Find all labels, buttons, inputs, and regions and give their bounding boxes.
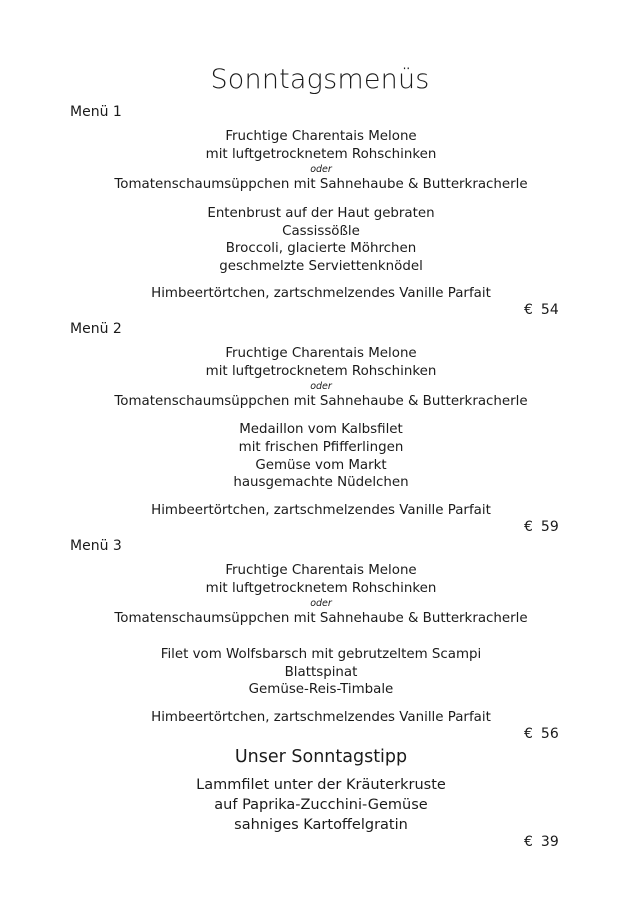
tip-line-3: sahniges Kartoffelgratin xyxy=(234,817,408,833)
menu-3-soup: Tomatenschaumsüppchen mit Sahnehaube & Butterkracherle xyxy=(114,611,528,626)
menu-2-starter-line-2: mit luftgetrocknetem Rohschinken xyxy=(205,364,437,379)
tip-price xyxy=(524,834,559,850)
menu-1-main-line-4: geschmelzte Serviettenknödel xyxy=(219,259,423,274)
menu-3-starter-line-1: Fruchtige Charentais Melone xyxy=(225,563,417,578)
menu-3-label: Menü 3 xyxy=(70,538,122,554)
currency-symbol: € xyxy=(524,519,533,535)
menu-3-main-line-2: Blattspinat xyxy=(284,665,358,680)
menu-2-soup: Tomatenschaumsüppchen mit Sahnehaube & Butterkracherle xyxy=(114,394,528,409)
menu-1-main-line-2: Cassissößle xyxy=(282,224,360,239)
menu-3-dessert: Himbeertörtchen, zartschmelzendes Vanille Parfait xyxy=(151,710,491,725)
menu-3-price xyxy=(524,726,559,742)
tip-line-1: Lammfilet unter der Kräuterkruste xyxy=(196,777,446,793)
menu-2-main-line-1: Medaillon vom Kalbsfilet xyxy=(239,422,403,437)
tip-price-value: 39 xyxy=(540,834,559,850)
menu-2-main-line-3: Gemüse vom Markt xyxy=(255,458,387,473)
menu-1-price xyxy=(524,302,559,318)
menu-1-label: Menü 1 xyxy=(70,104,122,120)
menu-1-starter-line-2: mit luftgetrocknetem Rohschinken xyxy=(205,147,437,162)
menu-1-dessert: Himbeertörtchen, zartschmelzendes Vanille Parfait xyxy=(151,286,491,301)
menu-3-price-value: 56 xyxy=(540,726,559,742)
menu-1-or: oder xyxy=(310,164,332,175)
menu-1-starter-line-1: Fruchtige Charentais Melone xyxy=(225,129,417,144)
menu-1-price-value: 54 xyxy=(540,302,559,318)
tip-line-2: auf Paprika-Zucchini-Gemüse xyxy=(214,797,428,813)
menu-1-main-line-3: Broccoli, glacierte Möhrchen xyxy=(225,241,417,256)
menu-2-starter-line-1: Fruchtige Charentais Melone xyxy=(225,346,417,361)
menu-2-dessert: Himbeertörtchen, zartschmelzendes Vanille Parfait xyxy=(151,503,491,518)
currency-symbol: € xyxy=(524,834,533,850)
currency-symbol: € xyxy=(524,726,533,742)
menu-2-label: Menü 2 xyxy=(70,321,122,337)
tip-title: Unser Sonntagstipp xyxy=(234,747,408,767)
menu-2-main-line-4: hausgemachte Nüdelchen xyxy=(233,475,409,490)
menu-1-soup: Tomatenschaumsüppchen mit Sahnehaube & Butterkracherle xyxy=(114,177,528,192)
menu-1-main-line-1: Entenbrust auf der Haut gebraten xyxy=(207,206,435,221)
menu-3-or: oder xyxy=(310,598,332,609)
menu-3-main-line-3: Gemüse-Reis-Timbale xyxy=(248,682,394,697)
menu-3-main-line-1: Filet vom Wolfsbarsch mit gebrutzeltem Scampi xyxy=(160,647,482,662)
menu-2-price xyxy=(524,519,559,535)
menu-2-or: oder xyxy=(310,381,332,392)
menu-2-price-value: 59 xyxy=(540,519,559,535)
currency-symbol: € xyxy=(524,302,533,318)
menu-3-starter-line-2: mit luftgetrocknetem Rohschinken xyxy=(205,581,437,596)
page-title: Sonntagsmenüs xyxy=(210,64,430,95)
menu-2-main-line-2: mit frischen Pfifferlingen xyxy=(238,440,404,455)
